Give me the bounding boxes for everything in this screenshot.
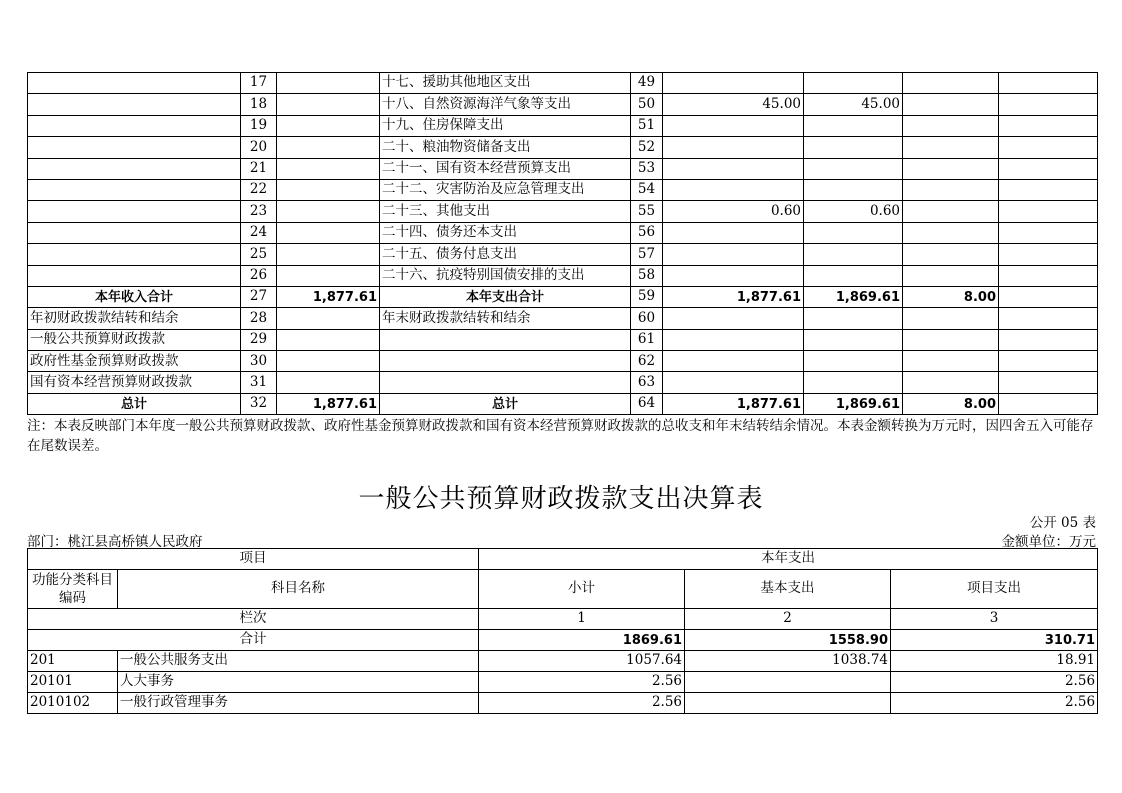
expense-total: 1,877.61 (663, 393, 804, 414)
income-item: 一般公共预算财政拨款 (28, 329, 241, 350)
function-code: 20101 (28, 672, 118, 693)
expense-capital (999, 372, 1098, 393)
function-code: 2010102 (28, 693, 118, 714)
carryover-row (28, 351, 1098, 372)
expense-general (804, 372, 903, 393)
expense-general: 1,869.61 (804, 393, 903, 414)
expense-line-no: 51 (631, 115, 663, 136)
income-amount (277, 265, 380, 286)
expense-general: 1,869.61 (804, 286, 903, 307)
expense-capital (999, 115, 1098, 136)
project-expense: 2.56 (891, 672, 1098, 693)
column-label: 栏次 (28, 609, 479, 630)
expense-capital (999, 73, 1098, 94)
header-row-1 (28, 549, 1098, 570)
expense-item: 二十二、灾害防治及应急管理支出 (380, 179, 631, 200)
expense-capital (999, 179, 1098, 200)
expense-capital (999, 222, 1098, 243)
expense-total (663, 372, 804, 393)
expense-fund: 8.00 (903, 286, 999, 307)
income-item (28, 244, 241, 265)
income-item (28, 94, 241, 115)
expense-general (804, 265, 903, 286)
expenditure-body (28, 651, 1098, 714)
subject-name: 人大事务 (118, 672, 479, 693)
table-note: 注：本表反映部门本年度一般公共预算财政拨款、政府性基金预算财政拨款和国有资本经营预算财政拨款的总收支和年末结转结余情况。本表金额转换为万元时，因四舍五入可能存在尾数误差。 (27, 418, 1094, 454)
header-name: 科目名称 (118, 570, 479, 609)
expense-line-no: 61 (631, 329, 663, 350)
total-project: 310.71 (891, 630, 1098, 651)
income-line-no: 21 (241, 158, 277, 179)
income-line-no: 31 (241, 372, 277, 393)
expense-line-no: 50 (631, 94, 663, 115)
expense-general (804, 351, 903, 372)
expense-general (804, 244, 903, 265)
table-row (28, 137, 1098, 158)
table-row (28, 73, 1098, 94)
column-2: 2 (685, 609, 891, 630)
expense-general (804, 137, 903, 158)
expense-fund (903, 372, 999, 393)
income-item (28, 73, 241, 94)
expense-line-no: 63 (631, 372, 663, 393)
subtotal: 2.56 (479, 693, 685, 714)
expense-item: 二十六、抗疫特别国债安排的支出 (380, 265, 631, 286)
income-expense-table (27, 72, 1098, 415)
expense-fund (903, 308, 999, 329)
subject-name: 一般公共服务支出 (118, 651, 479, 672)
expense-general (804, 73, 903, 94)
income-line-no: 18 (241, 94, 277, 115)
grand-total-row (28, 393, 1098, 414)
column-3: 3 (891, 609, 1098, 630)
expense-capital (999, 244, 1098, 265)
expense-line-no: 52 (631, 137, 663, 158)
income-item (28, 222, 241, 243)
expense-fund: 8.00 (903, 393, 999, 414)
income-amount (277, 308, 380, 329)
project-expense: 2.56 (891, 693, 1098, 714)
header-row-2 (28, 570, 1098, 609)
expense-fund (903, 222, 999, 243)
expense-capital (999, 201, 1098, 222)
income-item (28, 158, 241, 179)
header-subtotal: 小计 (479, 570, 685, 609)
table-row (28, 158, 1098, 179)
income-line-no: 19 (241, 115, 277, 136)
expense-total (663, 115, 804, 136)
income-item: 年初财政拨款结转和结余 (28, 308, 241, 329)
income-line-no: 23 (241, 201, 277, 222)
total-basic: 1558.90 (685, 630, 891, 651)
expense-total (663, 244, 804, 265)
carryover-row (28, 329, 1098, 350)
expense-general (804, 222, 903, 243)
income-amount (277, 158, 380, 179)
project-expense: 18.91 (891, 651, 1098, 672)
table-row (28, 244, 1098, 265)
expense-fund (903, 329, 999, 350)
function-code: 201 (28, 651, 118, 672)
header-year-expense: 本年支出 (479, 549, 1098, 570)
table-row (28, 115, 1098, 136)
expense-total (663, 329, 804, 350)
expense-capital (999, 393, 1098, 414)
subtotal: 1057.64 (479, 651, 685, 672)
department-label: 部门：桃江县高桥镇人民政府 (27, 534, 203, 550)
total-label: 合计 (28, 630, 479, 651)
expense-general (804, 115, 903, 136)
income-item (28, 201, 241, 222)
expense-total (663, 222, 804, 243)
expense-line-no: 59 (631, 286, 663, 307)
income-line-no: 28 (241, 308, 277, 329)
expense-fund (903, 158, 999, 179)
income-amount (277, 351, 380, 372)
income-line-no: 20 (241, 137, 277, 158)
expense-total: 45.00 (663, 94, 804, 115)
expense-item (380, 329, 631, 350)
expense-fund (903, 201, 999, 222)
expense-capital (999, 286, 1098, 307)
expense-total: 0.60 (663, 201, 804, 222)
subject-name: 一般行政管理事务 (118, 693, 479, 714)
expense-total (663, 158, 804, 179)
expense-item: 十七、援助其他地区支出 (380, 73, 631, 94)
income-item: 政府性基金预算财政拨款 (28, 351, 241, 372)
expense-line-no: 56 (631, 222, 663, 243)
expense-total: 1,877.61 (663, 286, 804, 307)
income-amount (277, 329, 380, 350)
expense-capital (999, 329, 1098, 350)
income-total-row (28, 286, 1098, 307)
carryover-row (28, 308, 1098, 329)
table-row (28, 693, 1098, 714)
carryover-row (28, 372, 1098, 393)
expense-fund (903, 115, 999, 136)
income-line-no: 26 (241, 265, 277, 286)
table-row (28, 201, 1098, 222)
income-item (28, 179, 241, 200)
expense-item: 十九、住房保障支出 (380, 115, 631, 136)
expense-fund (903, 179, 999, 200)
income-item (28, 265, 241, 286)
expense-item: 年末财政拨款结转和结余 (380, 308, 631, 329)
income-line-no: 32 (241, 393, 277, 414)
income-amount (277, 115, 380, 136)
expense-line-no: 55 (631, 201, 663, 222)
header-code: 功能分类科目编码 (28, 570, 118, 609)
expense-capital (999, 308, 1098, 329)
total-subtotal: 1869.61 (479, 630, 685, 651)
expense-item: 二十、粮油物资储备支出 (380, 137, 631, 158)
expense-capital (999, 265, 1098, 286)
expense-total (663, 179, 804, 200)
expense-total (663, 73, 804, 94)
expense-general (804, 158, 903, 179)
expense-item (380, 372, 631, 393)
income-line-no: 25 (241, 244, 277, 265)
total-row (28, 630, 1098, 651)
expense-fund (903, 265, 999, 286)
income-amount (277, 244, 380, 265)
expense-total (663, 308, 804, 329)
income-line-no: 22 (241, 179, 277, 200)
expense-item: 二十五、债务付息支出 (380, 244, 631, 265)
income-item (28, 137, 241, 158)
column-1: 1 (479, 609, 685, 630)
expense-capital (999, 137, 1098, 158)
form-code: 公开 05 表 (1029, 515, 1096, 531)
expense-fund (903, 94, 999, 115)
expense-line-no: 60 (631, 308, 663, 329)
page-title: 一般公共预算财政拨款支出决算表 (358, 484, 764, 514)
basic-expense (685, 672, 891, 693)
expense-item: 十八、自然资源海洋气象等支出 (380, 94, 631, 115)
subtotal: 2.56 (479, 672, 685, 693)
expense-general (804, 179, 903, 200)
income-line-no: 30 (241, 351, 277, 372)
table-row (28, 672, 1098, 693)
header-basic: 基本支出 (685, 570, 891, 609)
income-line-no: 24 (241, 222, 277, 243)
income-amount (277, 222, 380, 243)
expense-item: 二十四、债务还本支出 (380, 222, 631, 243)
income-amount: 1,877.61 (277, 286, 380, 307)
income-line-no: 17 (241, 73, 277, 94)
income-item (28, 115, 241, 136)
expense-line-no: 62 (631, 351, 663, 372)
income-amount (277, 73, 380, 94)
income-expense-body (28, 73, 1098, 415)
expense-item (380, 351, 631, 372)
expense-label: 本年支出合计 (380, 286, 631, 307)
income-amount (277, 137, 380, 158)
basic-expense (685, 693, 891, 714)
expense-general (804, 329, 903, 350)
income-amount (277, 201, 380, 222)
expense-line-no: 49 (631, 73, 663, 94)
income-item: 国有资本经营预算财政拨款 (28, 372, 241, 393)
income-line-no: 29 (241, 329, 277, 350)
table-row (28, 179, 1098, 200)
unit-label: 金额单位：万元 (1001, 534, 1096, 550)
table-row (28, 265, 1098, 286)
expenditure-table (27, 548, 1098, 714)
expense-capital (999, 351, 1098, 372)
income-amount (277, 372, 380, 393)
expense-general (804, 308, 903, 329)
expense-total (663, 351, 804, 372)
expense-general: 45.00 (804, 94, 903, 115)
income-amount (277, 179, 380, 200)
column-number-row (28, 609, 1098, 630)
expense-capital (999, 158, 1098, 179)
income-amount (277, 94, 380, 115)
basic-expense: 1038.74 (685, 651, 891, 672)
expense-total (663, 137, 804, 158)
table-row (28, 94, 1098, 115)
expense-general: 0.60 (804, 201, 903, 222)
expense-line-no: 54 (631, 179, 663, 200)
expense-line-no: 57 (631, 244, 663, 265)
expense-item: 二十三、其他支出 (380, 201, 631, 222)
income-label: 本年收入合计 (28, 286, 241, 307)
income-line-no: 27 (241, 286, 277, 307)
expense-line-no: 53 (631, 158, 663, 179)
expense-fund (903, 244, 999, 265)
table-row (28, 222, 1098, 243)
income-label: 总计 (28, 393, 241, 414)
header-project-expense: 项目支出 (891, 570, 1098, 609)
income-amount: 1,877.61 (277, 393, 380, 414)
header-project: 项目 (28, 549, 479, 570)
expense-item: 二十一、国有资本经营预算支出 (380, 158, 631, 179)
expense-line-no: 64 (631, 393, 663, 414)
table-row (28, 651, 1098, 672)
expense-fund (903, 351, 999, 372)
expense-fund (903, 73, 999, 94)
expense-line-no: 58 (631, 265, 663, 286)
expense-total (663, 265, 804, 286)
expense-fund (903, 137, 999, 158)
expense-capital (999, 94, 1098, 115)
expense-label: 总计 (380, 393, 631, 414)
